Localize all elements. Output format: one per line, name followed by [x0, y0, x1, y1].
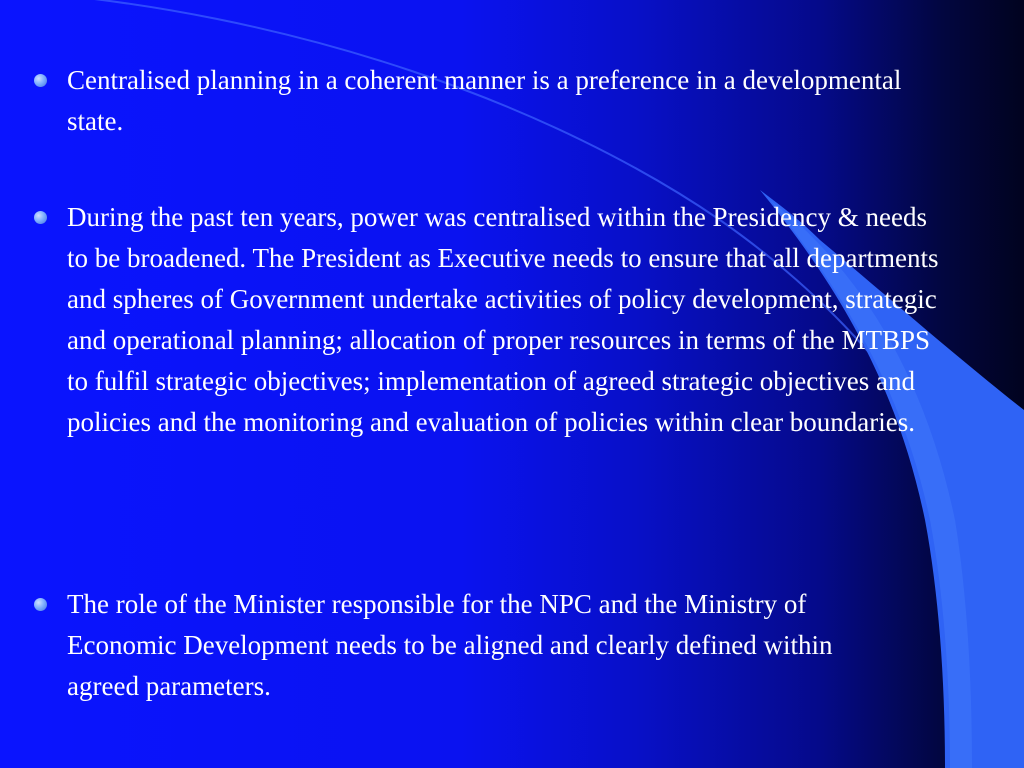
bullet-dot-icon — [34, 598, 47, 611]
bullet-text: During the past ten years, power was centralised within the Presidency & needs to be broadened. The President as Executive needs to ensure that all departments and spheres of Government undertake activities of policy development, strategic and operational planning; allocation of proper resources in terms of the MTBPS to fulfil strategic objectives; implementation of agreed strategic objectives and policies and the monitoring and evaluation of policies within clear boundaries. — [67, 202, 939, 437]
bullet-dot-icon — [34, 211, 47, 224]
bullet-text: The role of the Minister responsible for the NPC and the Ministry of Economic Development needs to be aligned and clearly defined within agreed parameters. — [67, 589, 833, 701]
bullet-text: Centralised planning in a coherent manner is a preference in a developmental state. — [67, 65, 902, 136]
bullet-item — [34, 197, 939, 443]
bullet-item — [34, 584, 874, 707]
bullet-item — [34, 60, 904, 142]
bullet-dot-icon — [34, 74, 47, 87]
